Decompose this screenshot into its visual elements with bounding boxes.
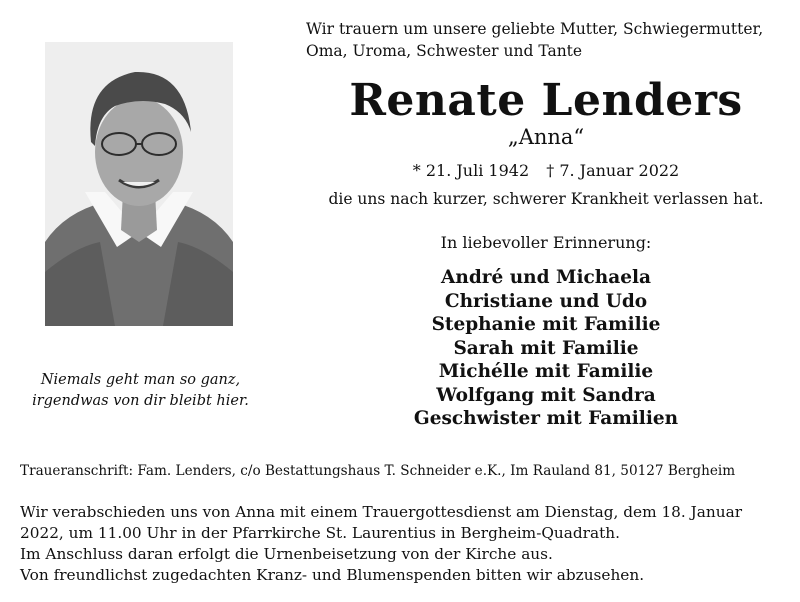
mourner-item: Christiane und Udo	[444, 290, 648, 312]
notice-line: Im Anschluss daran erfolgt die Urnenbeisetzung von der Kirche aus.	[20, 545, 553, 563]
memorial-quote	[8, 370, 273, 412]
mourner-item: Michélle mit Familie	[438, 361, 654, 382]
life-dates	[306, 160, 786, 182]
death-date: † 7. Januar 2022	[546, 161, 680, 180]
mourner-item: Sarah mit Familie	[453, 337, 639, 359]
funeral-notice	[20, 502, 790, 586]
passing-message: die uns nach kurzer, schwerer Krankheit verlassen hat.	[328, 190, 764, 208]
mourning-address: Traueranschrift: Fam. Lenders, c/o Bestattungshaus T. Schneider e.K., Im Rauland 81, 50127 Bergheim	[20, 463, 736, 479]
quote-line-2: irgendwas von dir bleibt hier.	[32, 393, 249, 409]
mourners-list	[306, 266, 786, 431]
memory-heading: In liebevoller Erinnerung:	[440, 233, 652, 252]
mourner-item: Wolfgang mit Sandra	[436, 384, 656, 406]
portrait-photo	[45, 42, 233, 326]
intro-text	[306, 18, 786, 62]
quote-line-1: Niemals geht man so ganz,	[40, 372, 241, 388]
mourner-item: André und Michaela	[441, 267, 651, 288]
deceased-nickname: „Anna“	[507, 125, 585, 149]
portrait-illustration	[45, 42, 233, 326]
notice-line: Von freundlichst zugedachten Kranz- und Blumenspenden bitten wir abzusehen.	[20, 566, 645, 584]
birth-date: * 21. Juli 1942	[412, 161, 530, 180]
intro-line-1: Wir trauern um unsere geliebte Mutter, Schwiegermutter,	[306, 20, 764, 38]
deceased-name: Renate Lenders	[349, 75, 743, 126]
mourner-item: Stephanie mit Familie	[431, 314, 661, 335]
intro-line-2: Oma, Uroma, Schwester und Tante	[306, 42, 583, 60]
notice-line: 2022, um 11.00 Uhr in der Pfarrkirche St. Laurentius in Bergheim-Quadrath.	[20, 524, 620, 542]
mourner-item: Geschwister mit Familien	[413, 408, 679, 429]
notice-line: Wir verabschieden uns von Anna mit einem Trauergottesdienst am Dienstag, dem 18. Januar	[20, 503, 743, 521]
